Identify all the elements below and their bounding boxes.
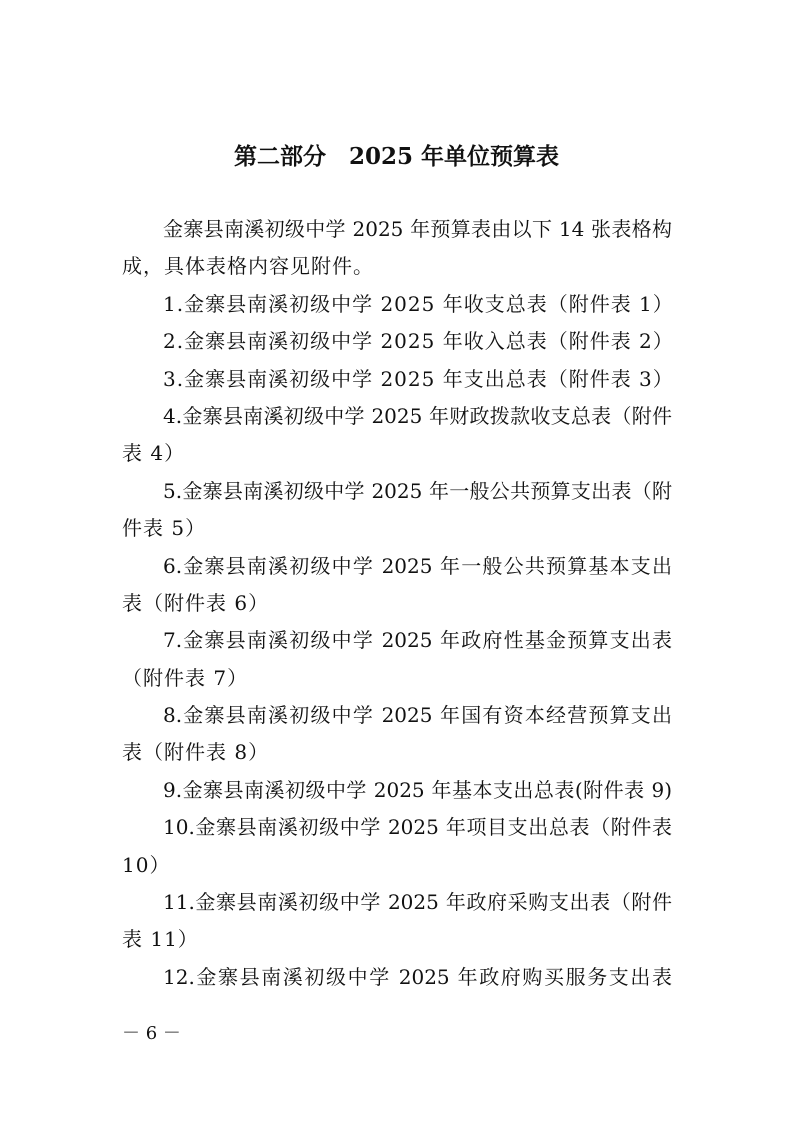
text-line: 10） xyxy=(122,852,171,877)
list-item-5 xyxy=(122,473,672,548)
text-line: 金寨县南溪初级中学 2025 年预算表由以下 14 张表格构 xyxy=(163,217,672,241)
list-item-3 xyxy=(122,361,672,398)
text-line: 件表 5） xyxy=(122,516,207,541)
list-item-8 xyxy=(122,697,672,772)
list-item-2 xyxy=(122,323,672,360)
text-line: 4.金寨县南溪初级中学 2025 年财政拨款收支总表（附件 xyxy=(163,403,672,428)
page-title: 第二部分 2025 年单位预算表 xyxy=(233,143,560,170)
text-line: 5.金寨县南溪初级中学 2025 年一般公共预算支出表（附 xyxy=(163,478,672,503)
list-item-10 xyxy=(122,809,672,884)
intro-paragraph xyxy=(122,211,672,286)
text-line: 表（附件表 6） xyxy=(122,590,270,615)
text-line: 表（附件表 8） xyxy=(122,740,270,765)
text-line: 2.金寨县南溪初级中学 2025 年收入总表（附件表 2） xyxy=(163,329,674,354)
text-line: 10.金寨县南溪初级中学 2025 年项目支出总表（附件表 xyxy=(163,815,672,840)
text-line: 1.金寨县南溪初级中学 2025 年收支总表（附件表 1） xyxy=(163,291,674,316)
text-line: 8.金寨县南溪初级中学 2025 年国有资本经营预算支出 xyxy=(163,703,672,728)
list-item-9 xyxy=(122,772,672,809)
document-body xyxy=(122,211,672,996)
list-item-4 xyxy=(122,398,672,473)
text-line: 7.金寨县南溪初级中学 2025 年政府性基金预算支出表 xyxy=(163,628,672,653)
text-line: 9.金寨县南溪初级中学 2025 年基本支出总表(附件表 9) xyxy=(163,777,672,802)
text-line: 11.金寨县南溪初级中学 2025 年政府采购支出表（附件 xyxy=(163,890,672,915)
text-line: 12.金寨县南溪初级中学 2025 年政府购买服务支出表 xyxy=(163,964,672,989)
text-line: 表 4） xyxy=(122,441,186,466)
list-item-12 xyxy=(122,959,672,996)
page-number: － 6 － xyxy=(122,1023,181,1044)
list-item-6 xyxy=(122,548,672,623)
text-line: 3.金寨县南溪初级中学 2025 年支出总表（附件表 3） xyxy=(163,366,674,391)
text-line: 6.金寨县南溪初级中学 2025 年一般公共预算基本支出 xyxy=(163,553,672,578)
text-line: 表 11） xyxy=(122,927,199,952)
text-line: （附件表 7） xyxy=(122,665,249,690)
list-item-1 xyxy=(122,286,672,323)
list-item-11 xyxy=(122,884,672,959)
text-line: 成，具体表格内容见附件。 xyxy=(122,254,374,279)
list-item-7 xyxy=(122,622,672,697)
